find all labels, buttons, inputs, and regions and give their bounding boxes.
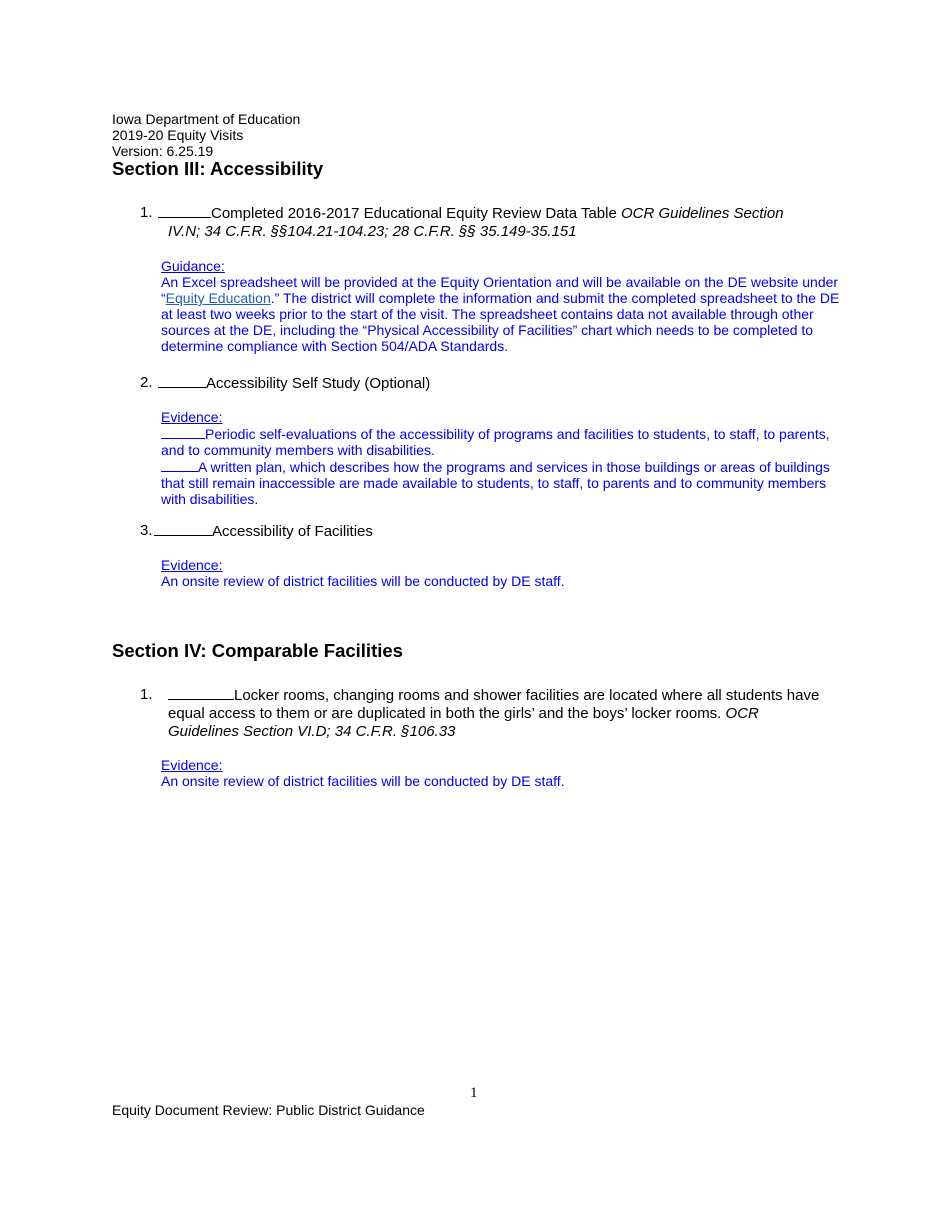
evidence-item-2	[161, 458, 846, 507]
equity-education-link[interactable]: Equity Education	[165, 290, 271, 306]
item-citation-start: OCR Guidelines Section	[621, 205, 784, 222]
item-text: Accessibility Self Study (Optional)	[206, 375, 431, 392]
evidence-item-1	[161, 425, 846, 458]
section-3-item-1	[140, 204, 830, 241]
evidence-text: A written plan, which describes how the programs and services in those buildings or areas of buildings that still remain inaccessible are made available to students, to staff, to parents and to community members with disabilities.	[161, 459, 830, 507]
checkbox-blank[interactable]	[158, 204, 211, 218]
section-3-item-3	[140, 522, 830, 541]
evidence-heading: Evidence:	[161, 757, 223, 773]
item-text: Locker rooms, changing rooms and shower facilities are located where all students have equal access to them or are duplicated in both the girls’ and the boys’ locker rooms.	[168, 687, 820, 722]
item-number: 1.	[140, 686, 153, 703]
document-header	[112, 111, 300, 159]
evidence-heading: Evidence:	[161, 557, 223, 573]
guidance-block	[161, 258, 846, 354]
guidance-text	[161, 274, 846, 354]
evidence-block	[161, 757, 846, 789]
page-number: 1	[470, 1085, 478, 1101]
item-number: 2.	[140, 374, 153, 391]
item-citation: OCR Guidelines Section VI.D; 34 C.F.R. §106.33	[168, 705, 759, 740]
item-text: Completed 2016-2017 Educational Equity Review Data Table	[211, 205, 617, 222]
item-number: 1.	[140, 204, 153, 221]
checkbox-blank[interactable]	[154, 522, 212, 536]
section-4-item-1	[140, 686, 830, 741]
header-program: 2019-20 Equity Visits	[112, 127, 244, 143]
evidence-block	[161, 409, 846, 507]
checkbox-blank[interactable]	[161, 458, 198, 472]
item-number: 3.	[140, 522, 153, 539]
evidence-text: An onsite review of district facilities will be conducted by DE staff.	[161, 773, 565, 789]
page-footer: Equity Document Review: Public District Guidance	[112, 1102, 425, 1118]
header-version: Version: 6.25.19	[112, 143, 214, 159]
evidence-text: Periodic self-evaluations of the accessibility of programs and facilities to students, to staff, to parents, and to community members with disabilities.	[161, 426, 830, 458]
section-3-item-2	[140, 374, 830, 393]
item-citation: IV.N; 34 C.F.R. §§104.21-104.23; 28 C.F.R. §§ 35.149-35.151	[168, 223, 577, 240]
header-organization: Iowa Department of Education	[112, 111, 301, 127]
evidence-block	[161, 557, 846, 589]
evidence-text: An onsite review of district facilities will be conducted by DE staff.	[161, 573, 565, 589]
checkbox-blank[interactable]	[158, 374, 206, 388]
guidance-heading: Guidance:	[161, 258, 225, 274]
section-3-title: Section III: Accessibility	[112, 158, 324, 179]
section-4-title: Section IV: Comparable Facilities	[112, 640, 403, 661]
item-text: Accessibility of Facilities	[212, 523, 373, 540]
evidence-heading: Evidence:	[161, 409, 223, 425]
checkbox-blank[interactable]	[168, 686, 234, 700]
guidance-text-part2: .” The district will complete the information and submit the completed spreadsheet to the DE at least two weeks prior to the start of the visit. The spreadsheet contains data not available through other sources at the DE, including the “Physical Accessibility of Facilities” chart which needs to be completed to determine compliance with Section 504/ADA Standards.	[161, 290, 840, 354]
checkbox-blank[interactable]	[161, 425, 205, 439]
guidance-text-part1: An Excel spreadsheet will be provided at the Equity Orientation and will be available on the DE website under “	[161, 274, 839, 306]
